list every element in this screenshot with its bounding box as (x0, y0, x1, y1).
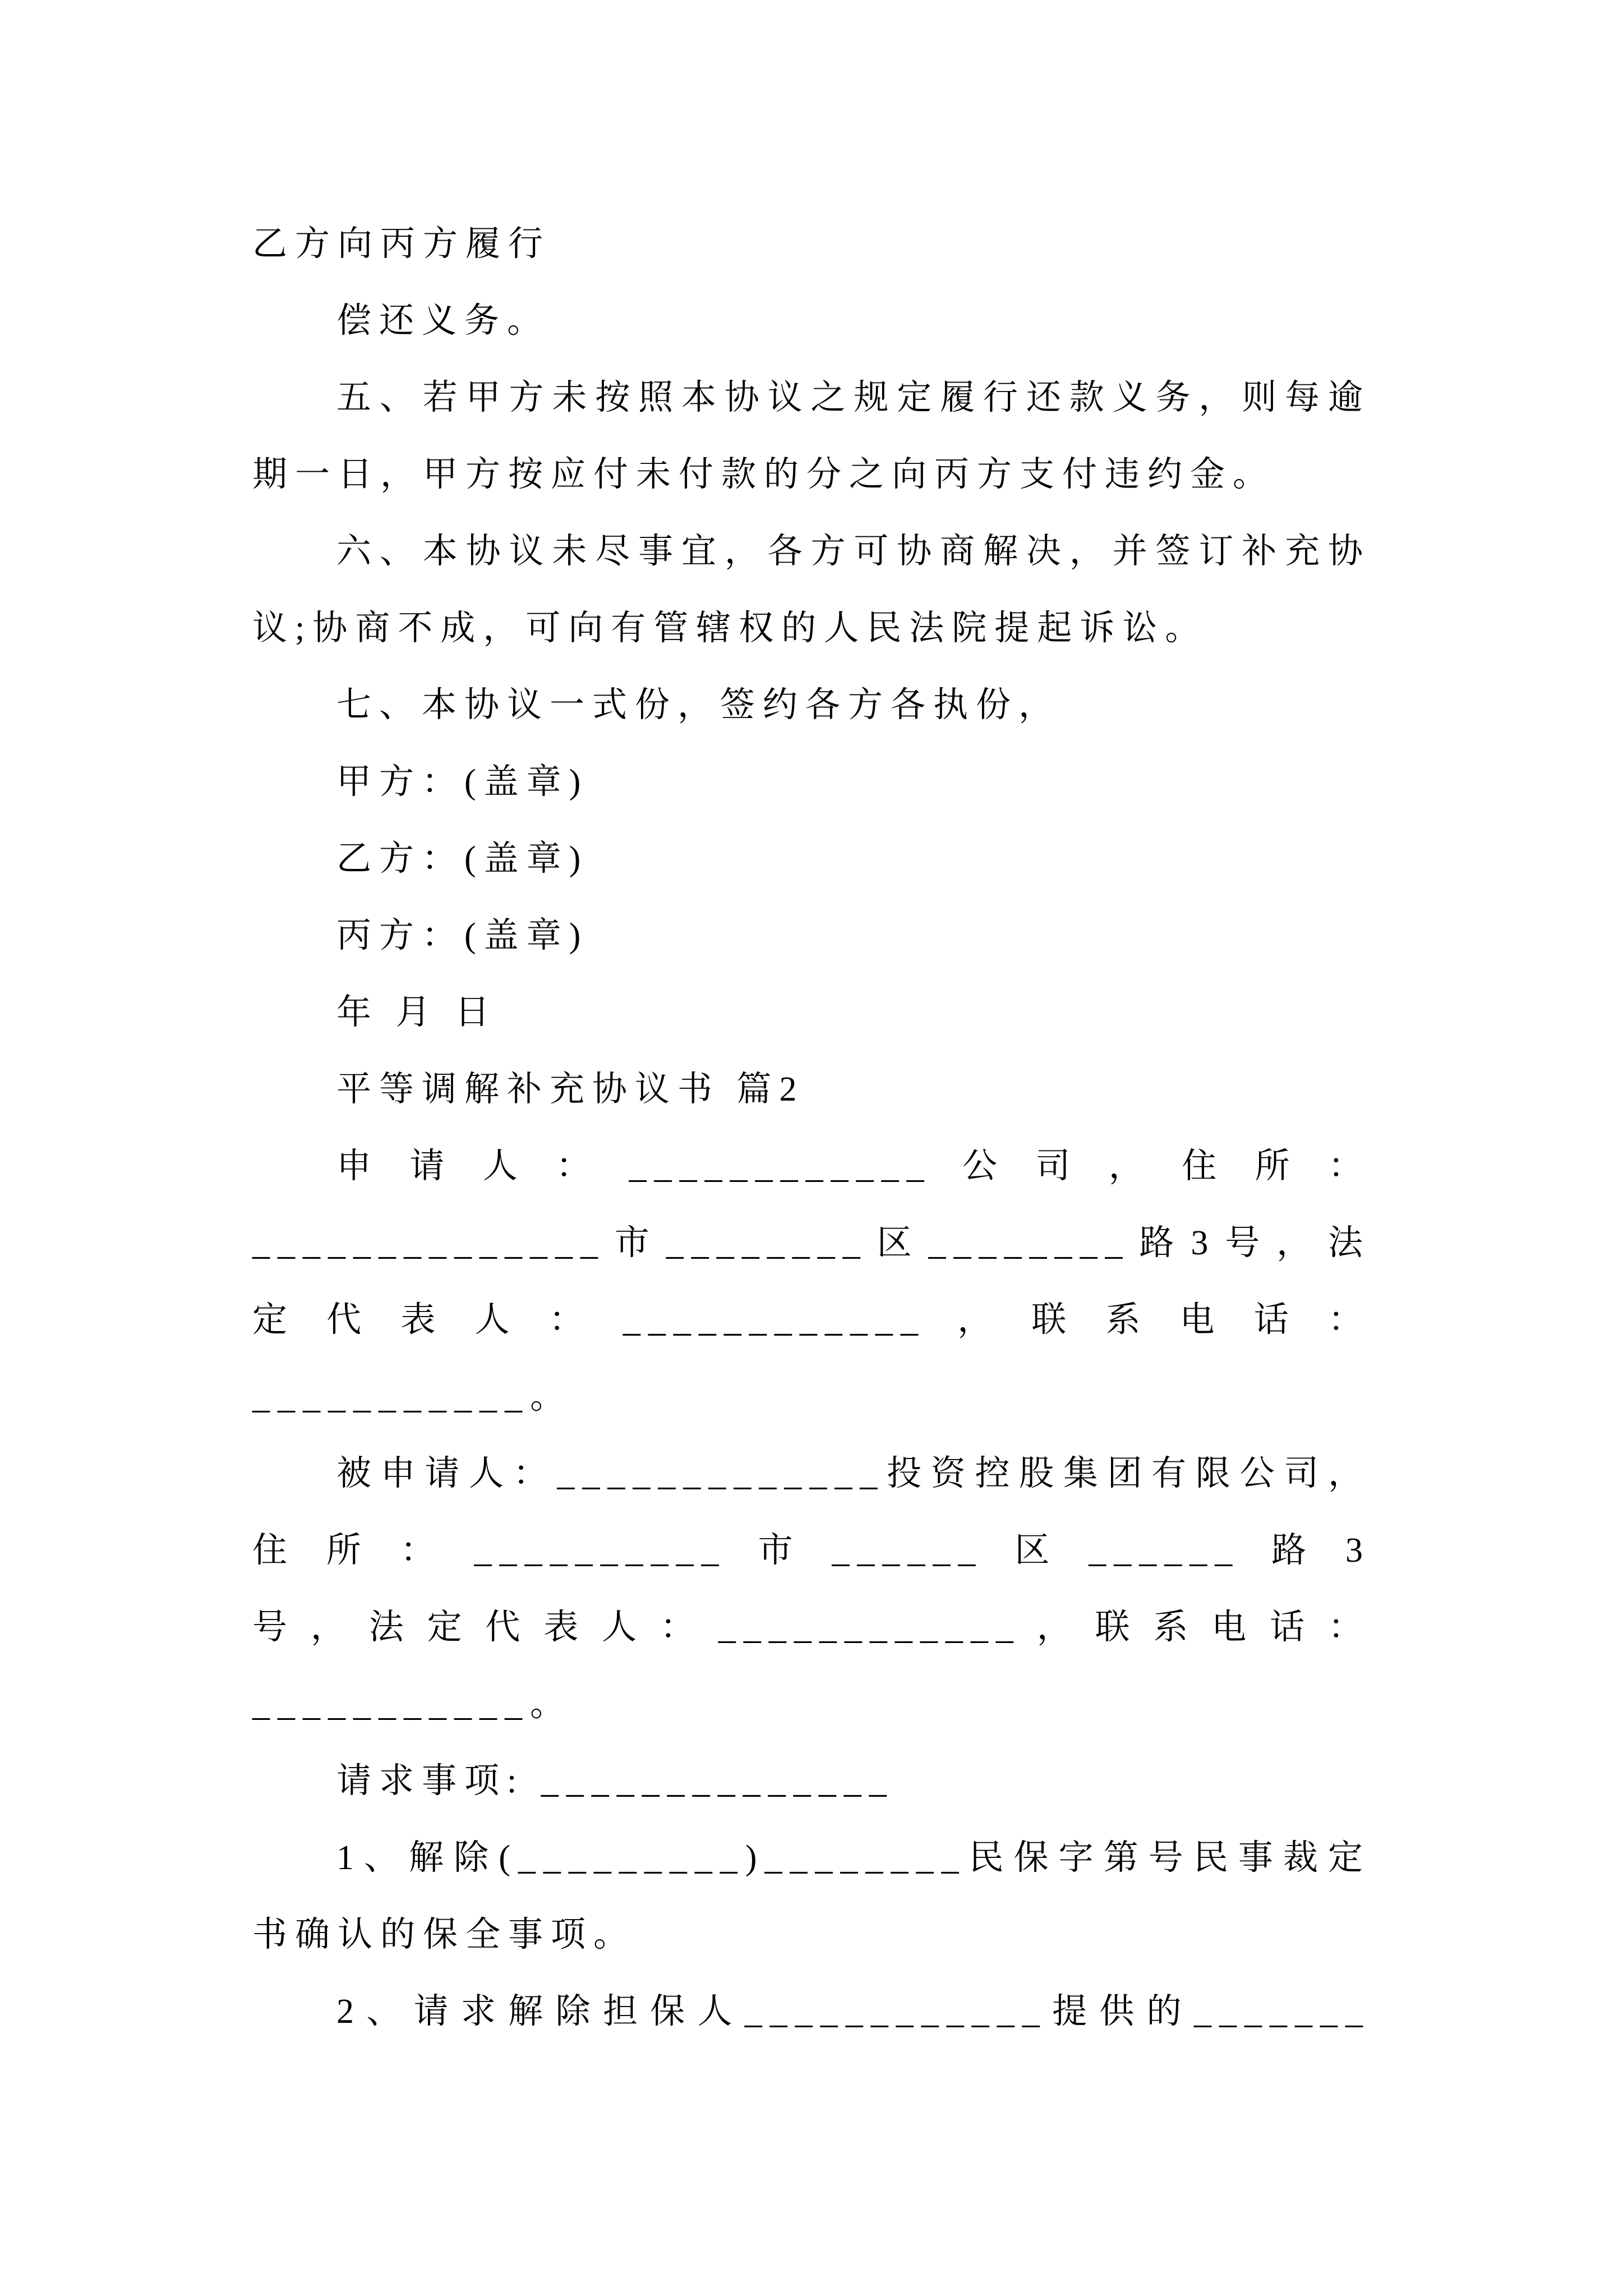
document-line: 书确认的保全事项。 (252, 1916, 637, 1954)
document-line: 丙方：(盖章) (336, 917, 589, 955)
document-line: 请求事项: ______________ (336, 1762, 895, 1800)
document-line: 议;协商不成，可向有管辖权的人民法院提起诉讼。 (252, 609, 1208, 647)
document-body (252, 206, 1371, 2050)
document-line: 五、若甲方未按照本协议之规定履行还款义务，则每逾 (336, 379, 1371, 417)
document-line: 年 月 日 (336, 993, 498, 1032)
document-line: 1、解除(_________)________民保字第号民事裁定 (336, 1839, 1371, 1877)
document-line: 平等调解补充协议书 篇2 (336, 1070, 805, 1108)
document-line: ______________市________区________路3号，法 (252, 1224, 1371, 1262)
document-line: ___________。 (252, 1685, 573, 1723)
document-line: 乙方向丙方履行 (252, 225, 551, 263)
document-line: ___________。 (252, 1378, 573, 1416)
document-line: 2、请求解除担保人____________提供的_______ (336, 1993, 1371, 2031)
document-line: 住所：__________市______区______路3 (252, 1531, 1371, 1570)
document-line: 期一日，甲方按应付未付款的分之向丙方支付违约金。 (252, 455, 1276, 494)
document-line: 七、本协议一式份，签约各方各执份， (336, 686, 1062, 724)
document-line: 定代表人：____________，联系电话： (252, 1301, 1371, 1339)
document-line: 号，法定代表人：____________，联系电话： (252, 1608, 1371, 1646)
document-line: 申请人：____________公司，住所： (336, 1147, 1371, 1185)
document-line: 甲方：(盖章) (336, 763, 589, 801)
document-line: 偿还义务。 (336, 302, 550, 340)
document-line: 被申请人：_____________投资控股集团有限公司， (336, 1455, 1371, 1493)
document-line: 乙方：(盖章) (336, 840, 589, 878)
document-line: 六、本协议未尽事宜，各方可协商解决，并签订补充协 (336, 532, 1371, 570)
